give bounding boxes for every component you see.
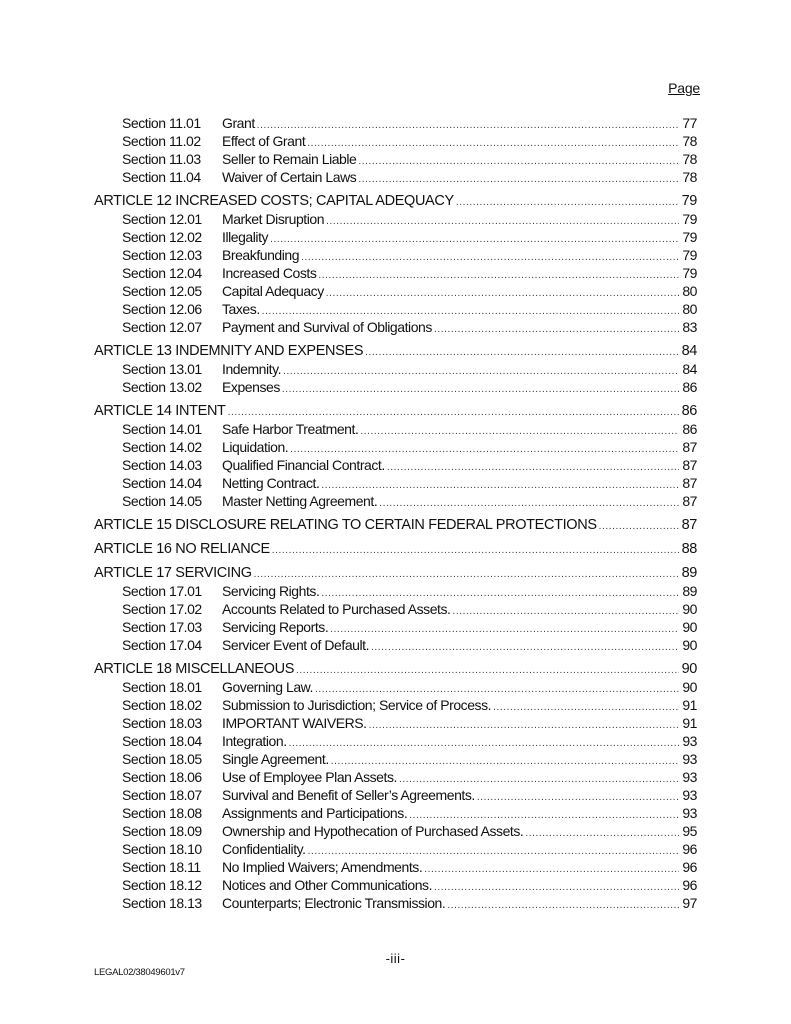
toc-section-entry[interactable] bbox=[94, 696, 697, 714]
page-ref: 86 bbox=[681, 403, 697, 419]
section-number: Section 13.02 bbox=[122, 379, 202, 395]
toc-section-entry[interactable] bbox=[94, 750, 697, 768]
page-ref: 79 bbox=[682, 211, 697, 227]
page-ref: 95 bbox=[682, 823, 697, 839]
dot-leader bbox=[371, 639, 679, 657]
toc-section-entry[interactable] bbox=[94, 804, 697, 822]
page-ref: 90 bbox=[682, 679, 697, 695]
toc-article-entry[interactable] bbox=[94, 192, 697, 210]
toc-section-entry[interactable] bbox=[94, 840, 697, 858]
page-ref: 96 bbox=[682, 877, 697, 893]
continued-sections bbox=[94, 114, 697, 186]
toc-section-entry[interactable] bbox=[94, 282, 697, 300]
section-title: Confidentiality. bbox=[222, 841, 306, 857]
page-ref: 86 bbox=[682, 379, 697, 395]
section-title: Breakfunding bbox=[222, 247, 300, 263]
section-title: Servicing Rights. bbox=[222, 583, 320, 599]
dot-leader bbox=[493, 699, 679, 717]
toc-section-entry[interactable] bbox=[94, 438, 697, 456]
page-ref: 96 bbox=[682, 841, 697, 857]
toc-section-entry[interactable] bbox=[94, 714, 697, 732]
article-title: ARTICLE 12 INCREASED COSTS; CAPITAL ADEQUACY bbox=[94, 193, 454, 209]
page-column-header: Page bbox=[668, 80, 700, 96]
section-title: Payment and Survival of Obligations bbox=[222, 319, 432, 335]
page-ref: 90 bbox=[682, 619, 697, 635]
toc-section-entry[interactable] bbox=[94, 876, 697, 894]
section-number: Section 11.01 bbox=[122, 115, 201, 131]
section-number: Section 12.07 bbox=[122, 319, 202, 335]
dot-leader bbox=[424, 861, 679, 879]
page-ref: 93 bbox=[682, 733, 697, 749]
section-number: Section 18.01 bbox=[122, 679, 202, 695]
article-group bbox=[94, 540, 697, 558]
page-number: -iii- bbox=[385, 951, 406, 966]
toc-section-entry[interactable] bbox=[94, 114, 697, 132]
section-title: Servicing Reports. bbox=[222, 619, 329, 635]
article-title: ARTICLE 17 SERVICING bbox=[94, 565, 252, 581]
table-of-contents bbox=[94, 114, 697, 918]
article-title: ARTICLE 16 NO RELIANCE bbox=[94, 541, 270, 557]
section-number: Section 11.04 bbox=[122, 169, 201, 185]
article-group bbox=[94, 564, 697, 654]
page-ref: 93 bbox=[682, 769, 697, 785]
section-number: Section 18.08 bbox=[122, 805, 202, 821]
toc-section-entry[interactable] bbox=[94, 228, 697, 246]
toc-article-entry[interactable] bbox=[94, 540, 697, 558]
page-ref: 78 bbox=[682, 169, 697, 185]
section-title: Counterparts; Electronic Transmission. bbox=[222, 895, 446, 911]
dot-leader bbox=[296, 662, 679, 680]
section-title: Accounts Related to Purchased Assets. bbox=[222, 601, 451, 617]
section-number: Section 14.03 bbox=[122, 457, 202, 473]
page-ref: 96 bbox=[682, 859, 697, 875]
page-ref: 90 bbox=[681, 661, 697, 677]
dot-leader bbox=[318, 267, 679, 285]
page-ref: 79 bbox=[682, 265, 697, 281]
section-title: Indemnity. bbox=[222, 361, 282, 377]
section-title: Qualified Financial Contract. bbox=[222, 457, 385, 473]
section-number: Section 14.02 bbox=[122, 439, 202, 455]
page-ref: 90 bbox=[682, 601, 697, 617]
dot-leader bbox=[369, 717, 679, 735]
dot-leader bbox=[289, 735, 679, 753]
toc-section-entry[interactable] bbox=[94, 264, 697, 282]
toc-section-entry[interactable] bbox=[94, 678, 697, 696]
dot-leader bbox=[326, 285, 679, 303]
section-title: Waiver of Certain Laws bbox=[222, 169, 357, 185]
page-ref: 79 bbox=[682, 247, 697, 263]
article-title: ARTICLE 14 INTENT bbox=[94, 403, 226, 419]
toc-section-entry[interactable] bbox=[94, 360, 697, 378]
articles-list bbox=[94, 192, 697, 912]
toc-section-entry[interactable] bbox=[94, 210, 697, 228]
section-number: Section 18.07 bbox=[122, 787, 202, 803]
section-number: Section 17.04 bbox=[122, 637, 202, 653]
page-ref: 79 bbox=[681, 193, 697, 209]
article-group bbox=[94, 402, 697, 510]
toc-article-entry[interactable] bbox=[94, 660, 697, 678]
section-number: Section 18.12 bbox=[122, 877, 202, 893]
toc-section-entry[interactable] bbox=[94, 636, 697, 654]
article-group bbox=[94, 660, 697, 912]
section-number: Section 13.01 bbox=[122, 361, 202, 377]
dot-leader bbox=[358, 153, 679, 171]
section-title: Integration. bbox=[222, 733, 287, 749]
section-title: Single Agreement. bbox=[222, 751, 329, 767]
toc-section-entry[interactable] bbox=[94, 420, 697, 438]
dot-leader bbox=[307, 135, 679, 153]
dot-leader bbox=[257, 117, 679, 135]
section-title: Grant bbox=[222, 115, 255, 131]
section-title: Safe Harbor Treatment. bbox=[222, 421, 359, 437]
toc-section-entry[interactable] bbox=[94, 132, 697, 150]
toc-article-entry[interactable] bbox=[94, 342, 697, 360]
page-ref: 87 bbox=[682, 439, 697, 455]
section-number: Section 18.09 bbox=[122, 823, 202, 839]
page-ref: 86 bbox=[682, 421, 697, 437]
page-ref: 91 bbox=[682, 715, 697, 731]
section-title: Liquidation. bbox=[222, 439, 289, 455]
dot-leader bbox=[272, 542, 679, 560]
page-ref: 89 bbox=[682, 583, 697, 599]
section-number: Section 12.05 bbox=[122, 283, 202, 299]
toc-section-entry[interactable] bbox=[94, 582, 697, 600]
toc-section-entry[interactable] bbox=[94, 474, 697, 492]
document-id: LEGAL02/38049601v7 bbox=[94, 967, 185, 978]
section-title: IMPORTANT WAIVERS. bbox=[222, 715, 367, 731]
page-ref: 87 bbox=[682, 475, 697, 491]
dot-leader bbox=[456, 194, 679, 212]
article-group bbox=[94, 192, 697, 336]
dot-leader bbox=[301, 249, 679, 267]
toc-section-entry[interactable] bbox=[94, 732, 697, 750]
section-title: Market Disruption bbox=[222, 211, 325, 227]
toc-article-entry[interactable] bbox=[94, 564, 697, 582]
section-number: Section 12.06 bbox=[122, 301, 202, 317]
dot-leader bbox=[379, 495, 679, 513]
section-title: Notices and Other Communications. bbox=[222, 877, 433, 893]
section-number: Section 18.04 bbox=[122, 733, 202, 749]
section-title: Capital Adequacy bbox=[222, 283, 324, 299]
section-title: Taxes. bbox=[222, 301, 260, 317]
page-ref: 78 bbox=[682, 151, 697, 167]
section-number: Section 18.11 bbox=[122, 859, 201, 875]
page-ref: 79 bbox=[682, 229, 697, 245]
page-ref: 89 bbox=[681, 565, 697, 581]
toc-section-entry[interactable] bbox=[94, 246, 697, 264]
section-number: Section 12.04 bbox=[122, 265, 202, 281]
page-ref: 80 bbox=[682, 283, 697, 299]
page-ref: 88 bbox=[681, 541, 697, 557]
toc-section-entry[interactable] bbox=[94, 768, 697, 786]
dot-leader bbox=[326, 213, 679, 231]
dot-leader bbox=[365, 344, 679, 362]
page-ref: 77 bbox=[682, 115, 697, 131]
toc-section-entry[interactable] bbox=[94, 822, 697, 840]
page-ref: 91 bbox=[682, 697, 697, 713]
section-title: Illegality bbox=[222, 229, 269, 245]
section-number: Section 14.01 bbox=[122, 421, 202, 437]
dot-leader bbox=[282, 381, 679, 399]
section-number: Section 11.02 bbox=[122, 133, 201, 149]
toc-section-entry[interactable] bbox=[94, 618, 697, 636]
section-title: Seller to Remain Liable bbox=[222, 151, 357, 167]
section-title: Assignments and Participations. bbox=[222, 805, 408, 821]
section-title: Governing Law. bbox=[222, 679, 313, 695]
dot-leader bbox=[270, 231, 679, 249]
section-title: Ownership and Hypothecation of Purchased Assets. bbox=[222, 823, 524, 839]
section-number: Section 18.10 bbox=[122, 841, 202, 857]
article-title: ARTICLE 18 MISCELLANEOUS bbox=[94, 661, 295, 677]
page-ref: 93 bbox=[682, 787, 697, 803]
page-ref: 80 bbox=[682, 301, 697, 317]
dot-leader bbox=[447, 897, 679, 915]
dot-leader bbox=[358, 171, 679, 189]
section-title: Master Netting Agreement. bbox=[222, 493, 378, 509]
section-title: Use of Employee Plan Assets. bbox=[222, 769, 397, 785]
page-ref: 87 bbox=[682, 493, 697, 509]
page-ref: 90 bbox=[682, 637, 697, 653]
dot-leader bbox=[330, 621, 679, 639]
toc-section-entry[interactable] bbox=[94, 492, 697, 510]
section-title: Effect of Grant bbox=[222, 133, 306, 149]
toc-section-entry[interactable] bbox=[94, 318, 697, 336]
article-group bbox=[94, 516, 697, 534]
article-title: ARTICLE 13 INDEMNITY AND EXPENSES bbox=[94, 343, 364, 359]
page-ref: 93 bbox=[682, 751, 697, 767]
section-number: Section 18.05 bbox=[122, 751, 202, 767]
section-number: Section 18.13 bbox=[122, 895, 202, 911]
toc-section-entry[interactable] bbox=[94, 168, 697, 186]
toc-section-entry[interactable] bbox=[94, 858, 697, 876]
section-title: Increased Costs bbox=[222, 265, 317, 281]
article-title: ARTICLE 15 DISCLOSURE RELATING TO CERTAIN FEDERAL PROTECTIONS bbox=[94, 517, 597, 533]
section-number: Section 18.06 bbox=[122, 769, 202, 785]
toc-section-entry[interactable] bbox=[94, 150, 697, 168]
dot-leader bbox=[387, 459, 679, 477]
page-ref: 87 bbox=[682, 457, 697, 473]
section-number: Section 17.02 bbox=[122, 601, 202, 617]
dot-leader bbox=[283, 363, 679, 381]
section-number: Section 18.03 bbox=[122, 715, 202, 731]
toc-article-entry[interactable] bbox=[94, 516, 697, 534]
section-number: Section 17.03 bbox=[122, 619, 202, 635]
toc-section-entry[interactable] bbox=[94, 786, 697, 804]
section-number: Section 14.05 bbox=[122, 493, 202, 509]
section-title: Servicer Event of Default. bbox=[222, 637, 370, 653]
page-ref: 93 bbox=[682, 805, 697, 821]
page-ref: 78 bbox=[682, 133, 697, 149]
dot-leader bbox=[360, 423, 679, 441]
section-number: Section 14.04 bbox=[122, 475, 202, 491]
page-ref: 84 bbox=[682, 361, 697, 377]
section-number: Section 18.02 bbox=[122, 697, 202, 713]
page-ref: 87 bbox=[681, 517, 697, 533]
article-group bbox=[94, 342, 697, 396]
dot-leader bbox=[434, 879, 679, 897]
dot-leader bbox=[453, 603, 680, 621]
dot-leader bbox=[525, 825, 679, 843]
section-title: No Implied Waivers; Amendments. bbox=[222, 859, 423, 875]
dot-leader bbox=[477, 789, 679, 807]
toc-section-entry[interactable] bbox=[94, 300, 697, 318]
section-title: Submission to Jurisdiction; Service of Process. bbox=[222, 697, 492, 713]
section-number: Section 12.03 bbox=[122, 247, 202, 263]
page-ref: 97 bbox=[682, 895, 697, 911]
toc-section-entry[interactable] bbox=[94, 456, 697, 474]
toc-section-entry[interactable] bbox=[94, 894, 697, 912]
page-ref: 83 bbox=[682, 319, 697, 335]
page-ref: 84 bbox=[681, 343, 697, 359]
toc-article-entry[interactable] bbox=[94, 402, 697, 420]
section-title: Netting Contract. bbox=[222, 475, 320, 491]
dot-leader bbox=[434, 321, 679, 339]
section-number: Section 12.01 bbox=[122, 211, 202, 227]
section-title: Survival and Benefit of Seller’s Agreements. bbox=[222, 787, 475, 803]
section-number: Section 12.02 bbox=[122, 229, 202, 245]
section-title: Expenses bbox=[222, 379, 280, 395]
toc-section-entry[interactable] bbox=[94, 378, 697, 396]
section-number: Section 11.03 bbox=[122, 151, 201, 167]
dot-leader bbox=[599, 518, 679, 536]
toc-section-entry[interactable] bbox=[94, 600, 697, 618]
section-number: Section 17.01 bbox=[122, 583, 202, 599]
